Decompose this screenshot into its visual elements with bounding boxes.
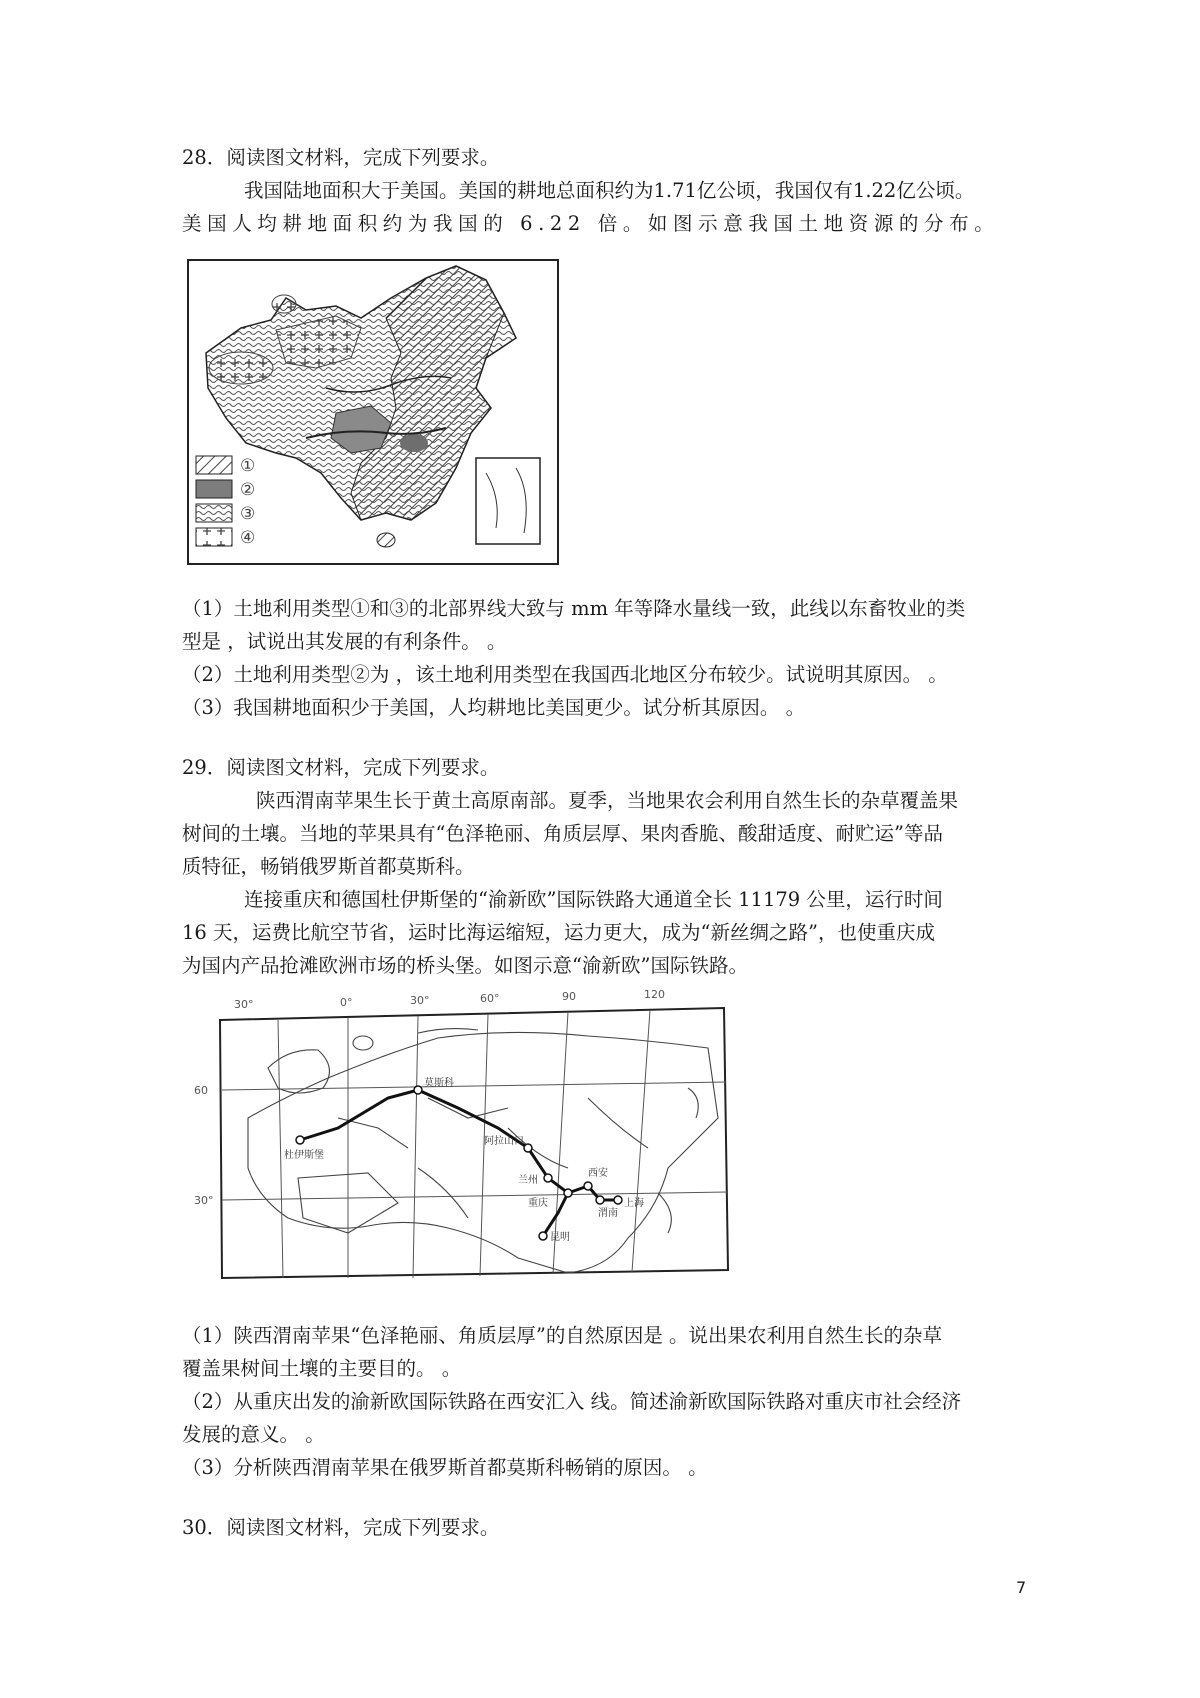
- label-lanzhou: 兰州: [518, 1175, 538, 1186]
- lon-label-4: 60°: [480, 992, 500, 1005]
- page-number: 7: [1016, 1578, 1027, 1597]
- label-xian: 西安: [588, 1168, 608, 1179]
- station-duisburg: [296, 1136, 304, 1144]
- q29-para2-line3: 为国内产品抢滩欧洲市场的桥头堡。如图示意“渝新欧”国际铁路。: [182, 954, 748, 977]
- lon-label-5: 90: [562, 990, 576, 1003]
- q30-title: 30．阅读图文材料，完成下列要求。: [182, 1516, 500, 1539]
- lat-label-60: 60: [194, 1084, 208, 1097]
- label-chongqing: 重庆: [528, 1198, 548, 1209]
- q28-paragraph-line2: 美国人均耕地面积约为我国的 6.22 倍。如图示意我国土地资源的分布。: [182, 212, 1000, 235]
- q28-sub3: （3）我国耕地面积少于美国，人均耕地比美国更少。试分析其原因。 。: [182, 696, 806, 719]
- q29-sub2-line1: （2）从重庆出发的渝新欧国际铁路在西安汇入 线。简述渝新欧国际铁路对重庆市社会经济: [182, 1390, 962, 1413]
- q29-para1-line2: 树间的土壤。当地的苹果具有“色泽艳丽、角质层厚、果肉香脆、酸甜适度、耐贮运”等品: [182, 822, 943, 845]
- station-xian: [584, 1182, 592, 1190]
- china-land-use-map: [186, 258, 560, 566]
- q29-para2-line1: 连接重庆和德国杜伊斯堡的“渝新欧”国际铁路大通道全长 11179 公里，运行时间: [244, 888, 943, 911]
- q29-sub1-line1: （1）陕西渭南苹果“色泽艳丽、角质层厚”的自然原因是 。说出果农利用自然生长的杂草: [182, 1324, 943, 1347]
- legend-label-2: ②: [240, 480, 256, 500]
- legend-label-3: ③: [240, 504, 256, 524]
- q29-sub2-line2: 发展的意义。 。: [182, 1423, 325, 1446]
- q28-sub2: （2）土地利用类型②为 ，该土地利用类型在我国西北地区分布较少。试说明其原因。 。: [182, 663, 948, 686]
- station-kunming: [539, 1232, 547, 1240]
- lon-label-6: 120: [644, 988, 665, 1001]
- label-duisburg: 杜伊斯堡: [284, 1150, 324, 1161]
- station-weinan: [596, 1196, 604, 1204]
- lat-label-30: 30°: [194, 1194, 214, 1207]
- station-alashankou: [524, 1144, 532, 1152]
- lon-label-3: 30°: [410, 994, 430, 1007]
- label-kunming: 昆明: [550, 1232, 570, 1243]
- legend-swatch-3: [196, 504, 232, 522]
- q29-sub1-line2: 覆盖果树间土壤的主要目的。 。: [182, 1357, 462, 1380]
- station-moscow: [414, 1086, 422, 1094]
- q28-title: 28．阅读图文材料，完成下列要求。: [182, 146, 500, 169]
- q28-sub1-line2: 型是 ，试说出其发展的有利条件。 。: [182, 630, 507, 653]
- q29-title: 29．阅读图文材料，完成下列要求。: [182, 756, 500, 779]
- station-chongqing: [564, 1189, 572, 1197]
- q28-sub1-line1: （1）土地利用类型①和③的北部界线大致与 mm 年等降水量线一致，此线以东畜牧业的类: [182, 597, 966, 620]
- lon-label-2: 0°: [340, 996, 353, 1009]
- legend-swatch-4: [196, 528, 232, 546]
- q29-para1-line1: 陕西渭南苹果生长于黄土高原南部。夏季，当地果农会利用自然生长的杂草覆盖果: [256, 789, 959, 812]
- q29-sub3: （3）分析陕西渭南苹果在俄罗斯首都莫斯科畅销的原因。 。: [182, 1456, 708, 1479]
- legend-swatch-2: [196, 480, 232, 498]
- q29-para1-line3: 质特征，畅销俄罗斯首都莫斯科。: [182, 855, 475, 878]
- legend-label-4: ④: [240, 528, 256, 548]
- label-weinan: 渭南: [598, 1208, 618, 1219]
- station-lanzhou: [544, 1174, 552, 1182]
- label-alashankou: 阿拉山口: [484, 1136, 524, 1147]
- station-shanghai: [614, 1196, 622, 1204]
- label-shanghai: 上海: [624, 1198, 644, 1209]
- legend-label-1: ①: [240, 456, 256, 476]
- lon-label-1: 30°: [234, 998, 254, 1011]
- yuxinou-railway-map: [188, 978, 736, 1298]
- label-moscow: 莫斯科: [424, 1078, 454, 1089]
- legend-swatch-1: [196, 456, 232, 474]
- q28-paragraph-line1: 我国陆地面积大于美国。美国的耕地总面积约为1.71亿公顷，我国仅有1.22亿公顷。: [244, 179, 975, 202]
- q29-para2-line2: 16 天，运费比航空节省，运时比海运缩短，运力更大，成为“新丝绸之路”，也使重庆成: [182, 921, 935, 944]
